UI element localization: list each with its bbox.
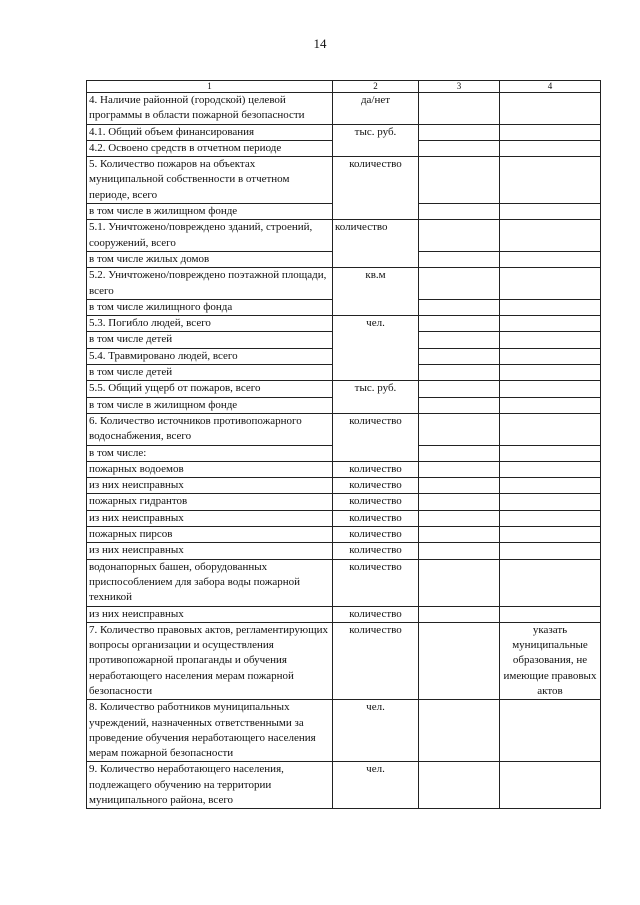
note-cell bbox=[500, 606, 601, 622]
note-cell bbox=[500, 494, 601, 510]
table-row bbox=[87, 478, 601, 494]
page-number: 14 bbox=[313, 36, 327, 51]
value-cell bbox=[419, 299, 500, 315]
row-label: в том числе жилищного фонда bbox=[87, 299, 333, 315]
unit-cell: количество bbox=[333, 494, 419, 510]
row-label: водонапорных башен, оборудованных приспособлением для забора воды пожарной техникой bbox=[87, 559, 333, 606]
table-row bbox=[87, 559, 601, 606]
row-label: в том числе в жилищном фонде bbox=[87, 397, 333, 413]
note-cell bbox=[500, 220, 601, 252]
unit-cell: количество bbox=[333, 559, 419, 606]
note-cell bbox=[500, 397, 601, 413]
value-cell bbox=[419, 316, 500, 332]
unit-cell: чел. bbox=[333, 700, 419, 762]
note-cell bbox=[500, 140, 601, 156]
note-cell bbox=[500, 527, 601, 543]
note-cell bbox=[500, 204, 601, 220]
unit-cell: чел. bbox=[333, 762, 419, 809]
row-label: 9. Количество неработающего населения, подлежащего обучению на территории муниципального района, всего bbox=[87, 762, 333, 809]
row-label: из них неисправных bbox=[87, 510, 333, 526]
value-cell bbox=[419, 332, 500, 348]
table-row bbox=[87, 124, 601, 140]
note-cell bbox=[500, 268, 601, 300]
row-label: в том числе детей bbox=[87, 365, 333, 381]
value-cell bbox=[419, 494, 500, 510]
row-label: 4.2. Освоено средств в отчетном периоде bbox=[87, 140, 333, 156]
unit-cell: количество bbox=[333, 510, 419, 526]
table-row bbox=[87, 700, 601, 762]
note-cell bbox=[500, 445, 601, 461]
table-row bbox=[87, 762, 601, 809]
value-cell bbox=[419, 461, 500, 477]
table-row bbox=[87, 461, 601, 477]
row-label: из них неисправных bbox=[87, 606, 333, 622]
unit-cell: да/нет bbox=[333, 93, 419, 125]
header-cell: 1 bbox=[87, 81, 333, 93]
note-cell bbox=[500, 157, 601, 204]
note-cell bbox=[500, 381, 601, 397]
table-row bbox=[87, 157, 601, 204]
value-cell bbox=[419, 157, 500, 204]
header-cell: 4 bbox=[500, 81, 601, 93]
unit-cell: количество bbox=[333, 622, 419, 699]
value-cell bbox=[419, 365, 500, 381]
report-table bbox=[86, 80, 601, 809]
row-label: 5.1. Уничтожено/повреждено зданий, строений, сооружений, всего bbox=[87, 220, 333, 252]
row-label: 6. Количество источников противопожарного водоснабжения, всего bbox=[87, 413, 333, 445]
value-cell bbox=[419, 348, 500, 364]
row-label: из них неисправных bbox=[87, 543, 333, 559]
unit-cell: количество bbox=[333, 220, 419, 268]
note-cell bbox=[500, 478, 601, 494]
value-cell bbox=[419, 527, 500, 543]
table-row bbox=[87, 527, 601, 543]
row-label: в том числе: bbox=[87, 445, 333, 461]
note-cell bbox=[500, 559, 601, 606]
note-cell bbox=[500, 332, 601, 348]
table-row bbox=[87, 494, 601, 510]
unit-cell: тыс. руб. bbox=[333, 124, 419, 157]
table-row bbox=[87, 268, 601, 300]
table-row bbox=[87, 622, 601, 699]
unit-cell: количество bbox=[333, 413, 419, 461]
note-cell bbox=[500, 762, 601, 809]
unit-cell: чел. bbox=[333, 316, 419, 381]
note-cell bbox=[500, 365, 601, 381]
row-label: пожарных пирсов bbox=[87, 527, 333, 543]
row-label: 5. Количество пожаров на объектах муниципальной собственности в отчетном периоде, всего bbox=[87, 157, 333, 204]
row-label: из них неисправных bbox=[87, 478, 333, 494]
value-cell bbox=[419, 268, 500, 300]
unit-cell: тыс. руб. bbox=[333, 381, 419, 414]
unit-cell: количество bbox=[333, 527, 419, 543]
value-cell bbox=[419, 413, 500, 445]
row-label: в том числе жилых домов bbox=[87, 251, 333, 267]
value-cell bbox=[419, 478, 500, 494]
note-cell bbox=[500, 700, 601, 762]
unit-cell: кв.м bbox=[333, 268, 419, 316]
row-label: пожарных гидрантов bbox=[87, 494, 333, 510]
value-cell bbox=[419, 543, 500, 559]
unit-cell: количество bbox=[333, 606, 419, 622]
table-row bbox=[87, 381, 601, 397]
table-row bbox=[87, 316, 601, 332]
value-cell bbox=[419, 510, 500, 526]
note-cell bbox=[500, 461, 601, 477]
value-cell bbox=[419, 93, 500, 125]
value-cell bbox=[419, 124, 500, 140]
note-cell: указать муниципальные образования, не имеющие правовых актов bbox=[500, 622, 601, 699]
row-label: пожарных водоемов bbox=[87, 461, 333, 477]
row-label: 5.4. Травмировано людей, всего bbox=[87, 348, 333, 364]
row-label: в том числе в жилищном фонде bbox=[87, 204, 333, 220]
value-cell bbox=[419, 559, 500, 606]
value-cell bbox=[419, 762, 500, 809]
table-row bbox=[87, 543, 601, 559]
note-cell bbox=[500, 510, 601, 526]
row-label: 5.5. Общий ущерб от пожаров, всего bbox=[87, 381, 333, 397]
value-cell bbox=[419, 251, 500, 267]
note-cell bbox=[500, 316, 601, 332]
value-cell bbox=[419, 700, 500, 762]
header-cell: 2 bbox=[333, 81, 419, 93]
note-cell bbox=[500, 413, 601, 445]
unit-cell: количество bbox=[333, 157, 419, 220]
value-cell bbox=[419, 381, 500, 397]
row-label: 5.2. Уничтожено/повреждено поэтажной площади, всего bbox=[87, 268, 333, 300]
row-label: 8. Количество работников муниципальных учреждений, назначенных ответственными за проведение обучения неработающего населения мерам пожарной безопасности bbox=[87, 700, 333, 762]
unit-cell: количество bbox=[333, 478, 419, 494]
note-cell bbox=[500, 299, 601, 315]
value-cell bbox=[419, 622, 500, 699]
row-label: 4. Наличие районной (городской) целевой программы в области пожарной безопасности bbox=[87, 93, 333, 125]
header-row bbox=[87, 81, 601, 93]
value-cell bbox=[419, 606, 500, 622]
table-row bbox=[87, 220, 601, 252]
row-label: в том числе детей bbox=[87, 332, 333, 348]
unit-cell: количество bbox=[333, 461, 419, 477]
value-cell bbox=[419, 445, 500, 461]
table-row bbox=[87, 510, 601, 526]
header-cell: 3 bbox=[419, 81, 500, 93]
note-cell bbox=[500, 251, 601, 267]
row-label: 5.3. Погибло людей, всего bbox=[87, 316, 333, 332]
unit-cell: количество bbox=[333, 543, 419, 559]
row-label: 4.1. Общий объем финансирования bbox=[87, 124, 333, 140]
note-cell bbox=[500, 543, 601, 559]
row-label: 7. Количество правовых актов, регламентирующих вопросы организации и осуществления противопожарной пропаганды и обучения неработающего населения мерам пожарной безопасности bbox=[87, 622, 333, 699]
value-cell bbox=[419, 204, 500, 220]
note-cell bbox=[500, 348, 601, 364]
value-cell bbox=[419, 397, 500, 413]
table-row bbox=[87, 413, 601, 445]
table-row bbox=[87, 93, 601, 125]
value-cell bbox=[419, 220, 500, 252]
value-cell bbox=[419, 140, 500, 156]
note-cell bbox=[500, 93, 601, 125]
note-cell bbox=[500, 124, 601, 140]
table-row bbox=[87, 606, 601, 622]
